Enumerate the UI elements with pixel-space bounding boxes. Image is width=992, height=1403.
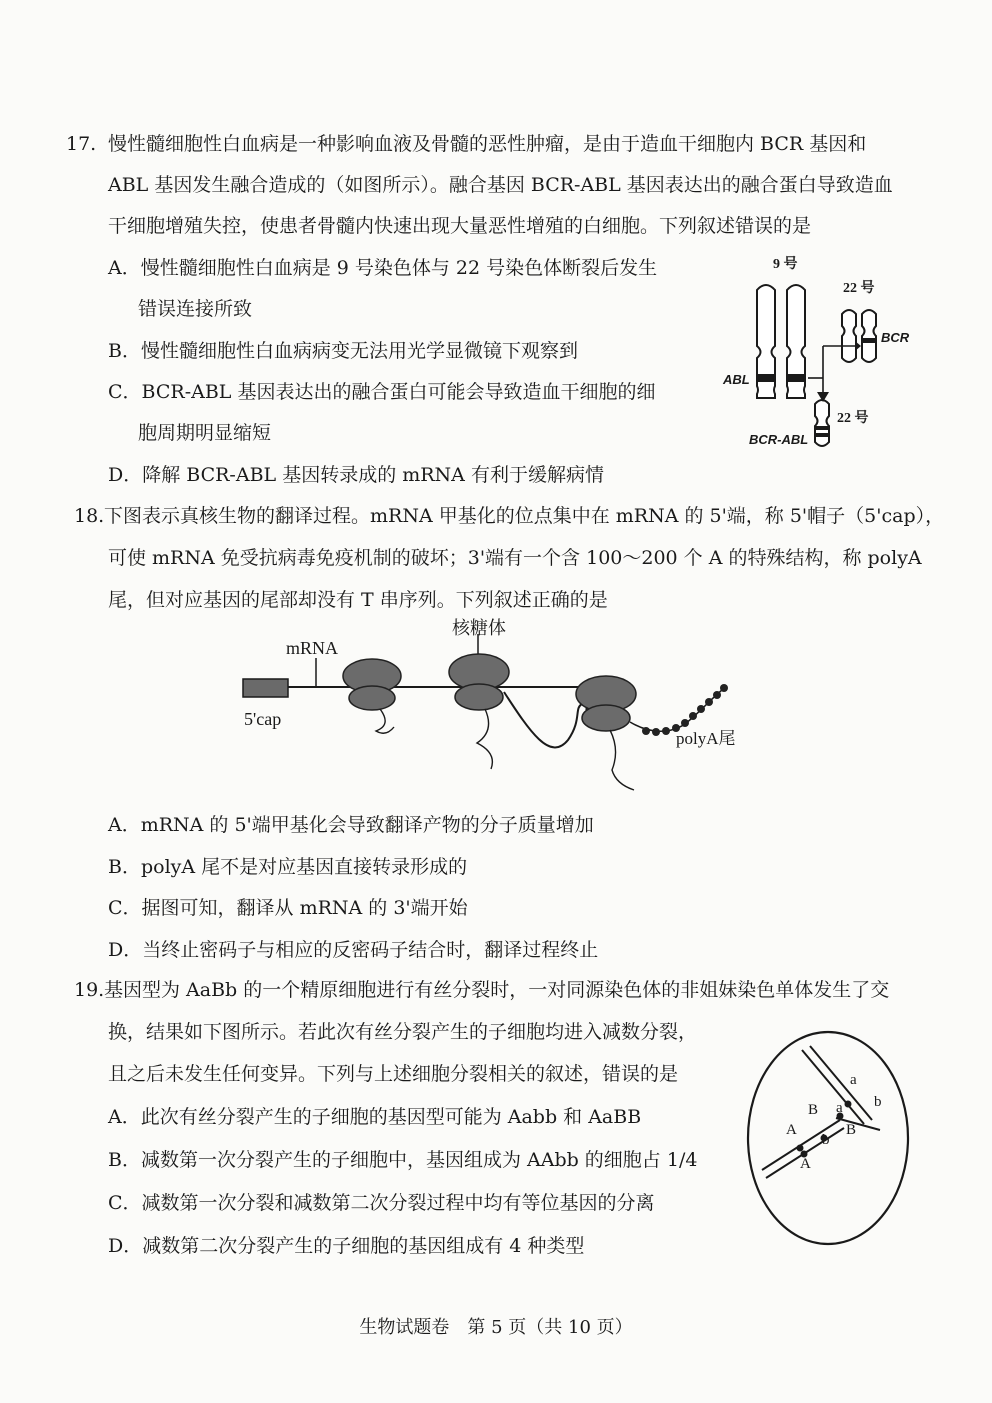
label-b-upper: B <box>808 1102 819 1118</box>
q19-stem-line-2: 换，结果如下图所示。若此次有丝分裂产生的子细胞均进入减数分裂， <box>108 1021 698 1043</box>
q18-number: 18. <box>74 505 105 527</box>
label-a-lower: A <box>800 1156 811 1172</box>
ribosome-2 <box>449 654 509 769</box>
label-b-small-1: b <box>874 1094 882 1110</box>
ribosome-3 <box>576 676 636 790</box>
label-bcr: BCR <box>881 330 910 345</box>
label-mrna: mRNA <box>286 638 339 658</box>
q18-option-d: D．当终止密码子与相应的反密码子结合时，翻译过程终止 <box>108 939 599 961</box>
q18-stem-line-2: 可使 mRNA 免受抗病毒免疫机制的破坏；3'端有一个含 100～200 个 A 的特殊结构，称 polyA <box>108 547 922 569</box>
q17-option-b: B．慢性髓细胞性白血病病变无法用光学显微镜下观察到 <box>108 340 578 362</box>
q19-option-c: C．减数第一次分裂和减数第二次分裂过程中均有等位基因的分离 <box>108 1192 655 1214</box>
q18-translation-figure <box>230 612 770 802</box>
q17-option-d: D．降解 BCR-ABL 基因转录成的 mRNA 有利于缓解病情 <box>108 464 604 486</box>
q18-stem-line-1: 下图表示真核生物的翻译过程。mRNA 甲基化的位点集中在 mRNA 的 5'端，称 5'帽子（5'cap）， <box>104 505 945 527</box>
q18-stem-line-3: 尾，但对应基因的尾部却没有 T 串序列。下列叙述正确的是 <box>108 589 608 611</box>
q18-option-a: A．mRNA 的 5'端甲基化会导致翻译产物的分子质量增加 <box>108 814 594 836</box>
five-prime-cap-shape <box>243 679 288 697</box>
label-fusion: BCR-ABL <box>749 432 809 447</box>
q17-stem-line-3: 干细胞增殖失控，使患者骨髓内快速出现大量恶性增殖的白细胞。下列叙述错误的是 <box>108 215 812 237</box>
q18-option-c: C．据图可知，翻译从 mRNA 的 3'端开始 <box>108 897 468 919</box>
q18-option-b: B．polyA 尾不是对应基因直接转录形成的 <box>108 856 468 878</box>
page-footer: 生物试题卷 第 5 页（共 10 页） <box>359 1317 633 1338</box>
q19-option-d: D．减数第二次分裂产生的子细胞的基因组成有 4 种类型 <box>108 1235 585 1257</box>
label-chr22: 22 号 <box>843 281 875 296</box>
label-chr22-result: 22 号 <box>837 411 869 426</box>
q19-option-a: A．此次有丝分裂产生的子细胞的基因型可能为 Aabb 和 AaBB <box>108 1106 642 1128</box>
q17-chromosome-figure <box>715 250 915 465</box>
label-polya: polyA尾 <box>676 729 736 748</box>
label-5cap: 5'cap <box>244 709 282 729</box>
label-a-upper: A <box>786 1122 797 1138</box>
q19-stem-line-1: 基因型为 AaBb 的一个精原细胞进行有丝分裂时，一对同源染色体的非姐妹染色单体发生了交 <box>104 979 890 1001</box>
label-ribosome: 核糖体 <box>452 618 506 638</box>
label-chr9: 9 号 <box>773 257 798 272</box>
label-a-small-2: a <box>836 1100 843 1116</box>
chr22-left <box>842 310 856 362</box>
q17-option-a-cont: 错误连接所致 <box>138 298 253 320</box>
q19-option-b: B．减数第一次分裂产生的子细胞中，基因组成为 AAbb 的细胞占 1/4 <box>108 1149 698 1171</box>
chr22-right <box>862 310 876 362</box>
q17-option-c-cont: 胞周期明显缩短 <box>138 422 272 444</box>
label-b-small-2: b <box>822 1132 830 1148</box>
q17-option-a: A．慢性髓细胞性白血病是 9 号染色体与 22 号染色体断裂后发生 <box>108 257 658 279</box>
ribosome-1 <box>343 659 401 733</box>
q17-stem-line-1: 慢性髓细胞性白血病是一种影响血液及骨髓的恶性肿瘤，是由于造血干细胞内 BCR 基因和 <box>108 133 867 155</box>
q17-number: 17. <box>66 133 97 155</box>
q19-crossover-figure <box>740 1020 920 1250</box>
q19-number: 19. <box>74 979 105 1001</box>
label-abl: ABL <box>723 372 750 387</box>
q19-stem-line-3: 且之后未发生任何变异。下列与上述细胞分裂相关的叙述，错误的是 <box>108 1063 679 1085</box>
label-b-lower: B <box>846 1122 857 1138</box>
label-a-small-1: a <box>850 1072 857 1088</box>
q17-stem-line-2: ABL 基因发生融合造成的（如图所示）。融合基因 BCR-ABL 基因表达出的融合蛋白导致造血 <box>108 174 893 196</box>
chr22-fused <box>815 400 829 446</box>
q17-option-c: C．BCR-ABL 基因表达出的融合蛋白可能会导致造血干细胞的细 <box>108 381 656 403</box>
